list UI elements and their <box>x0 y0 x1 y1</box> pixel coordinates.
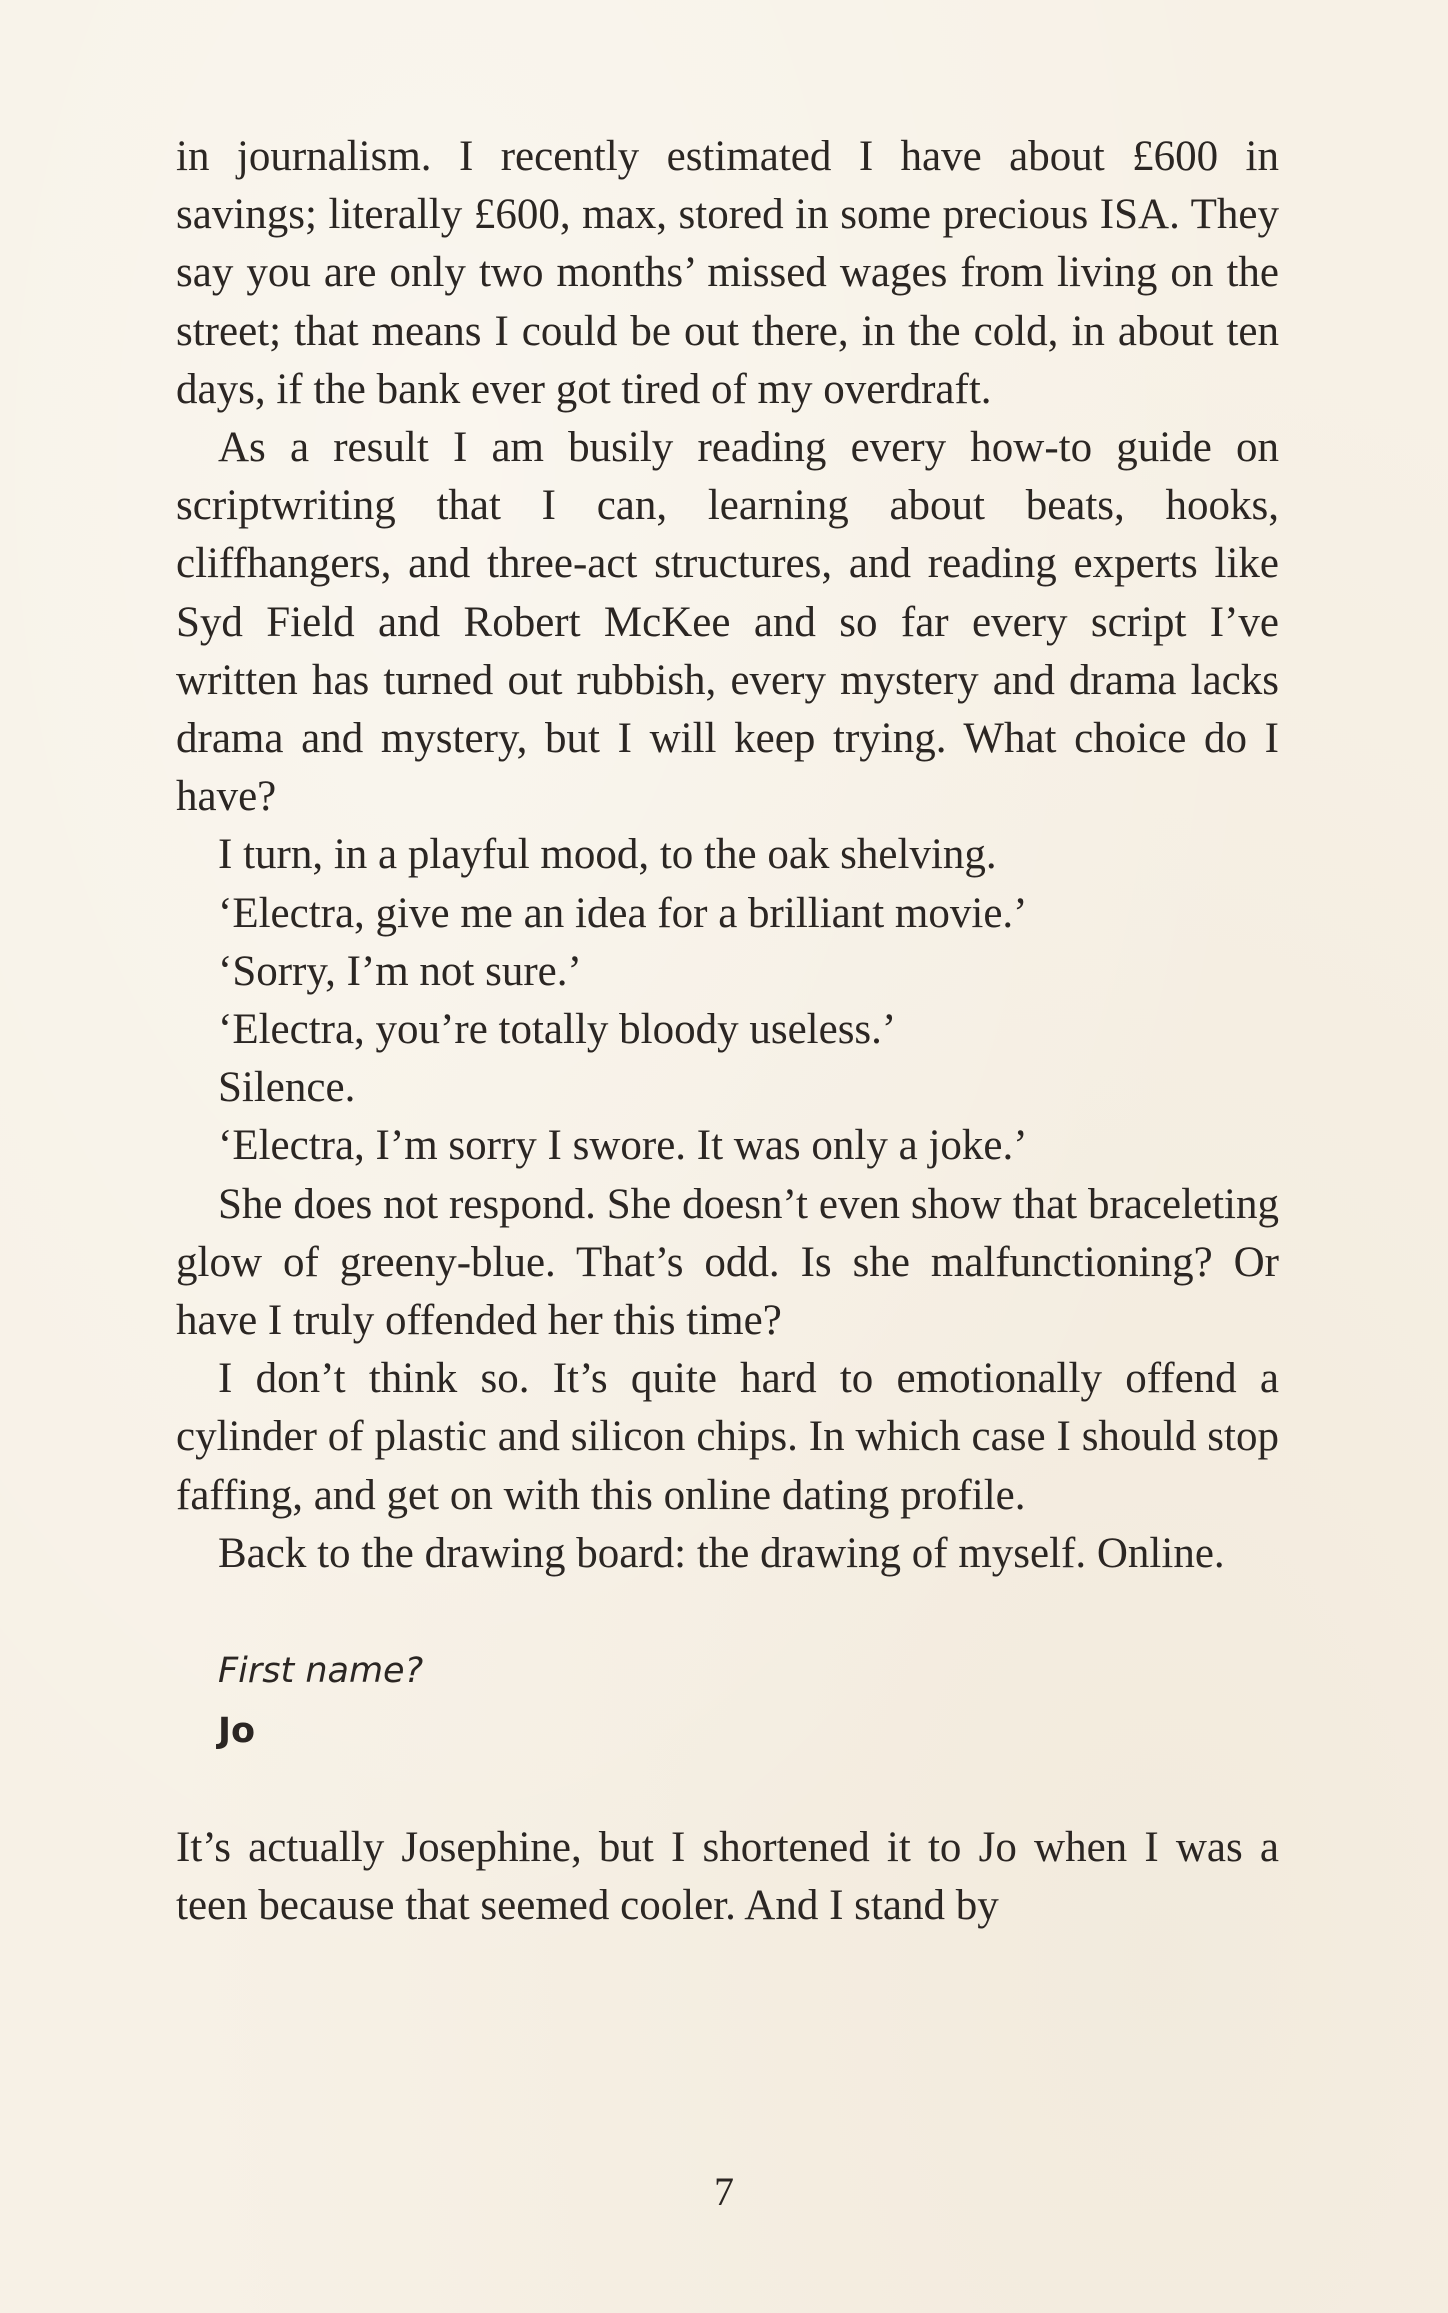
paragraph: I don’t think so. It’s quite hard to emotionally offend a cylinder of plastic and silicon chips. In which case I should stop faffing, and get on with this online dating profile. <box>176 1355 1279 1519</box>
dialogue-line: ‘Electra, you’re totally bloody useless.’ <box>218 1006 897 1054</box>
paragraph: She does not respond. She doesn’t even show that braceleting glow of greeny-blue. That’s odd. Is she malfunctioning? Or have I truly offended her this time? <box>176 1180 1279 1345</box>
dialogue-line: ‘Sorry, I’m not sure.’ <box>218 947 582 995</box>
dialogue-line: ‘Electra, give me an idea for a brilliant movie.’ <box>218 889 1028 937</box>
text-column <box>176 128 1279 1935</box>
dialogue-line: ‘Electra, I’m sorry I swore. It was only a joke.’ <box>218 1122 1028 1170</box>
paragraph: As a result I am busily reading every how-to guide on scriptwriting that I can, learning about beats, hooks, cliffhangers, and three-act structures, and reading experts like Syd Field and Robert McKee and so far every script I’ve written has turned out rubbish, every mystery and drama lacks drama and mystery, but I will keep trying. What choice do I have? <box>176 424 1279 821</box>
form-question: First name? <box>218 1651 424 1692</box>
paragraph: Silence. <box>218 1064 356 1112</box>
paragraph: in journalism. I recently estimated I have about £600 in savings; literally £600, max, stored in some precious ISA. They say you are only two months’ missed wages from living on the street; that means I could be out there, in the cold, in about ten days, if the bank ever got tired of my overdraft. <box>176 133 1279 413</box>
paragraph: I turn, in a playful mood, to the oak shelving. <box>218 831 997 879</box>
body-text-before-form <box>176 128 1279 1583</box>
paragraph: Back to the drawing board: the drawing of myself. Online. <box>218 1529 1225 1577</box>
body-text-after-form <box>176 1819 1279 1935</box>
paragraph: It’s actually Josephine, but I shortened it to Jo when I was a teen because that seemed cooler. And I stand by <box>176 1824 1279 1930</box>
page-number: 7 <box>714 2169 734 2214</box>
profile-form-excerpt <box>218 1641 1279 1761</box>
form-answer: Jo <box>218 1711 256 1752</box>
